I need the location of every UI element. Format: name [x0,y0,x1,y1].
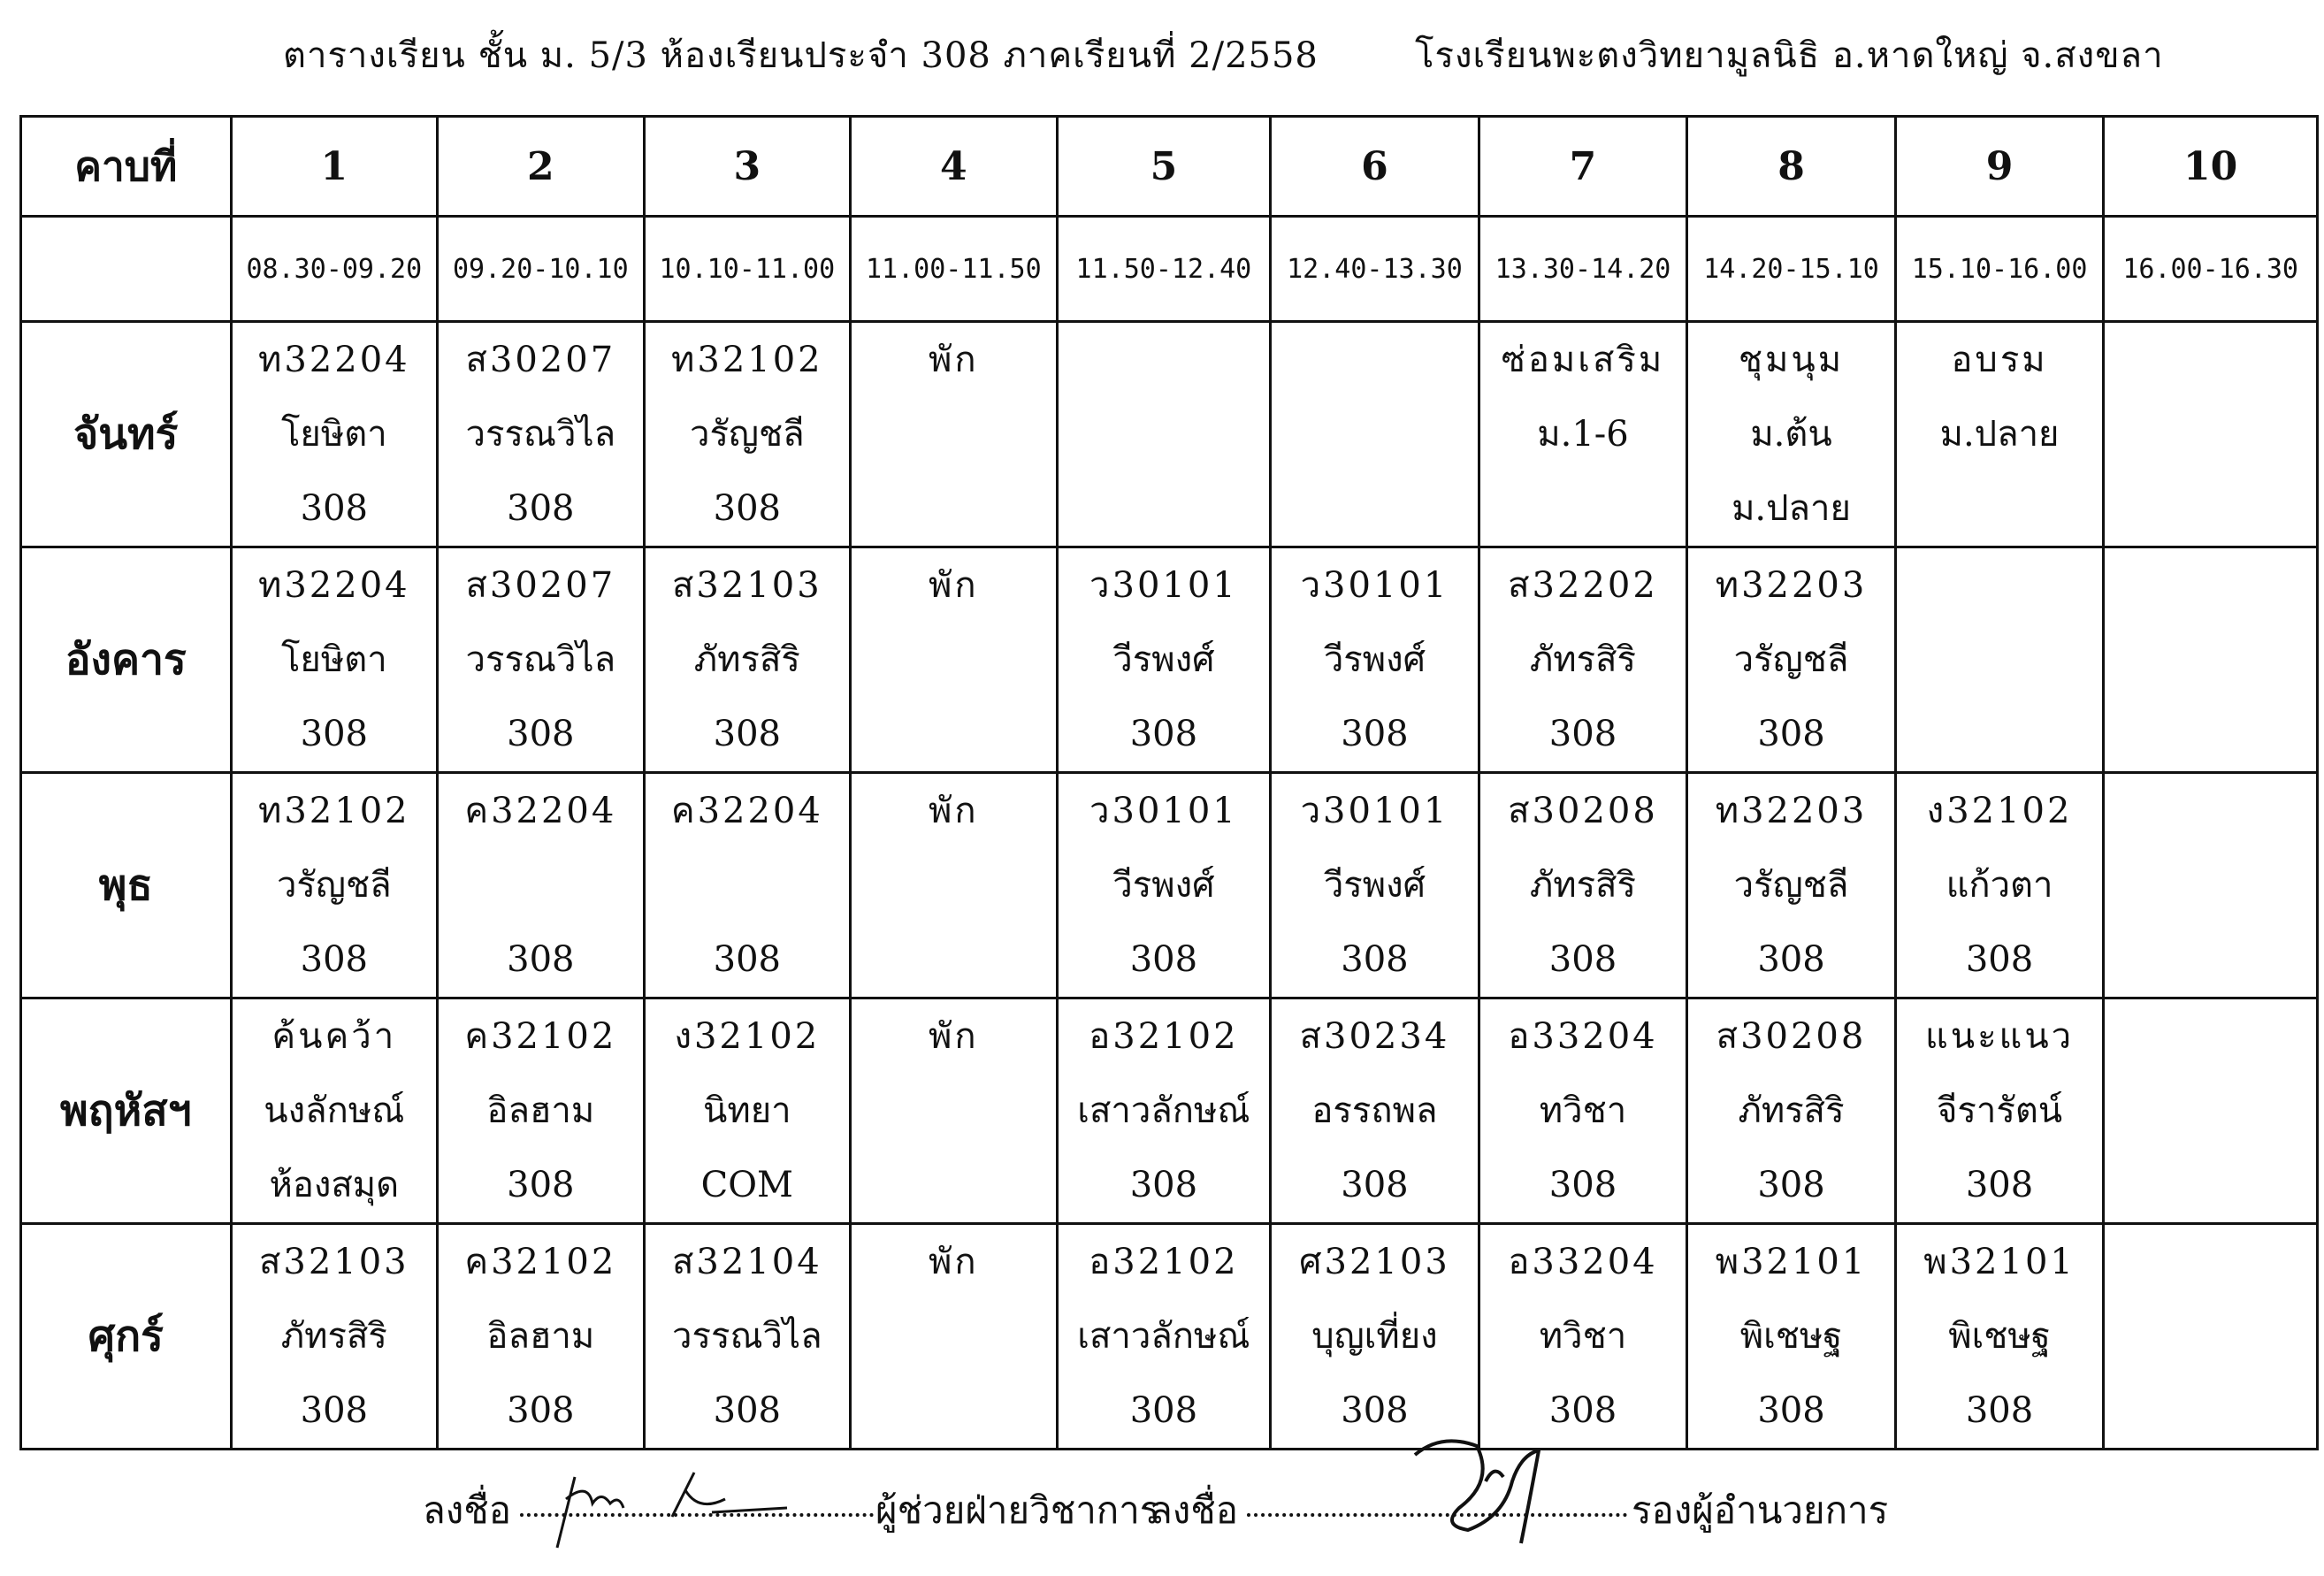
schedule-cell [1895,998,2104,1224]
subject-code: ส32103 [672,565,822,606]
subject-code: อ33204 [1508,1242,1658,1282]
teacher-name [852,623,1056,697]
teacher-name: วรรณวิไล [465,639,616,680]
time-row [21,217,2318,322]
schedule-cell [1057,998,1271,1224]
room-number: 308 [1965,1390,2034,1431]
subject-code [2105,774,2316,848]
subject-code [2105,548,2316,623]
teacher-name [1059,397,1270,471]
subject-code: อ32102 [1089,1242,1239,1282]
subject-code: ส30207 [465,340,616,380]
schedule-cell [231,322,438,547]
room-number [852,1148,1056,1222]
schedule-cell [1271,1224,1479,1450]
teacher-name [852,1074,1056,1148]
subject-code: แนะแนว [1924,1016,2075,1057]
teacher-name: ภัทรสิริ [1529,639,1637,680]
period-time: 14.20-15.10 [1687,217,1896,322]
period-number: 3 [644,117,851,217]
schedule-cell [1271,547,1479,773]
room-number [1272,471,1478,546]
period-time: 13.30-14.20 [1479,217,1687,322]
time-blank-cell [21,217,232,322]
corner-label: คาบที่ [21,117,232,217]
room-number: 308 [300,714,368,754]
room-number: 308 [713,1390,782,1431]
subject-code [1272,323,1478,397]
period-time: 12.40-13.30 [1271,217,1479,322]
page-header [0,27,2324,88]
room-number: 308 [300,1390,368,1431]
teacher-name: ม.ต้น [1750,414,1832,455]
room-number [2105,697,2316,771]
schedule-cell [1479,322,1687,547]
schedule-cell [851,547,1058,773]
room-number: 308 [1129,1390,1198,1431]
signature-mark-2 [1406,1428,1583,1561]
room-number: 308 [713,714,782,754]
subject-code: พัก [929,1242,979,1282]
room-number: ม.ปลาย [1732,488,1851,529]
room-number: 308 [1548,1165,1617,1205]
period-number: 5 [1057,117,1271,217]
subject-code: ท32204 [257,565,410,606]
schedule-cell [1687,1224,1896,1450]
period-number: 7 [1479,117,1687,217]
period-time: 08.30-09.20 [231,217,438,322]
subject-code: ส30208 [1508,791,1658,831]
subject-code [2105,323,2316,397]
sign-label-1: ลงชื่อ [423,1488,511,1532]
room-number: ห้องสมุด [269,1165,400,1205]
room-number: 308 [300,488,368,529]
period-number: 10 [2104,117,2318,217]
schedule-cell [1271,998,1479,1224]
schedule-cell [1895,773,2104,998]
schedule-cell [438,547,645,773]
room-number [2105,471,2316,546]
day-row [21,322,2318,547]
subject-code: พ32101 [1715,1242,1868,1282]
schedule-cell [1057,1224,1271,1450]
period-time: 11.00-11.50 [851,217,1058,322]
teacher-name: วรัญชลี [276,865,392,906]
subject-code: ค32204 [670,791,823,831]
schedule-cell [1479,773,1687,998]
schedule-cell [851,322,1058,547]
schedule-cell [438,998,645,1224]
room-number: 308 [507,714,575,754]
subject-code: ว30101 [1300,791,1449,831]
schedule-cell [231,547,438,773]
teacher-name: ทวิชา [1539,1090,1627,1131]
signature-footer [0,1464,2324,1552]
subject-code: ท32203 [1715,791,1868,831]
period-header-row [21,117,2318,217]
room-number: 308 [1341,714,1409,754]
room-number: 308 [713,488,782,529]
room-number: 308 [1341,939,1409,980]
teacher-name: อิลฮาม [486,1316,595,1357]
room-number: 308 [1129,939,1198,980]
teacher-name: วีรพงศ์ [1323,639,1426,680]
period-time: 11.50-12.40 [1057,217,1271,322]
subject-code: ส30207 [465,565,616,606]
room-number [852,1373,1056,1448]
day-label: จันทร์ [21,322,232,547]
schedule-cell [1687,322,1896,547]
subject-code: ค32102 [464,1016,617,1057]
room-number [2105,1148,2316,1222]
room-number: COM [700,1165,794,1205]
subject-code: ง32102 [674,1016,821,1057]
teacher-name: วรัญชลี [1733,865,1849,906]
teacher-name [2105,397,2316,471]
teacher-name [1897,623,2103,697]
room-number: 308 [1757,1165,1825,1205]
sign-label-2: ลงชื่อ [1150,1488,1238,1532]
role-label-1: ผู้ช่วยฝ่ายวิชาการ [875,1488,1160,1532]
schedule-cell [1479,998,1687,1224]
day-label: อังคาร [21,547,232,773]
teacher-name: โยษิตา [280,639,387,680]
teacher-name [852,848,1056,922]
room-number [852,471,1056,546]
teacher-name [646,848,850,922]
room-number: 308 [1548,939,1617,980]
subject-code: ว30101 [1089,565,1238,606]
teacher-name: พิเชษฐ [1739,1316,1843,1357]
subject-code: ส32103 [258,1242,409,1282]
room-number: 308 [1341,1165,1409,1205]
teacher-name: วีรพงศ์ [1112,639,1215,680]
teacher-name: วีรพงศ์ [1323,865,1426,906]
schedule-cell [2104,1224,2318,1450]
period-number: 1 [231,117,438,217]
subject-code: อ33204 [1508,1016,1658,1057]
teacher-name: ภัทรสิริ [1529,865,1637,906]
teacher-name: วรรณวิไล [672,1316,822,1357]
period-time: 10.10-11.00 [644,217,851,322]
day-row [21,547,2318,773]
subject-code: ว30101 [1300,565,1449,606]
subject-code: ค32204 [464,791,617,831]
schedule-cell [644,322,851,547]
teacher-name: วีรพงศ์ [1112,865,1215,906]
schedule-cell [1271,322,1479,547]
teacher-name: ภัทรสิริ [693,639,800,680]
timetable [19,115,2319,1450]
schedule-cell [2104,998,2318,1224]
teacher-name: ม.1-6 [1537,414,1629,455]
schedule-cell [438,1224,645,1450]
room-number: 308 [1548,1390,1617,1431]
room-number: 308 [1129,1165,1198,1205]
subject-code: ซ่อมเสริม [1501,340,1665,380]
teacher-name [2105,623,2316,697]
schedule-cell [1057,322,1271,547]
school-name: โรงเรียนพะตงวิทยามูลนิธิ อ.หาดใหญ่ จ.สงขลา [1415,35,2164,76]
schedule-cell [2104,547,2318,773]
room-number [2105,922,2316,997]
period-time: 09.20-10.10 [438,217,645,322]
schedule-cell [231,1224,438,1450]
schedule-cell [644,998,851,1224]
day-row [21,998,2318,1224]
teacher-name: นิทยา [703,1090,791,1131]
schedule-cell [2104,773,2318,998]
room-number: 308 [1129,714,1198,754]
subject-code: ส30208 [1716,1016,1867,1057]
subject-code: ส32202 [1508,565,1658,606]
period-number: 2 [438,117,645,217]
room-number: 308 [300,939,368,980]
teacher-name: วรัญชลี [689,414,805,455]
period-time: 16.00-16.30 [2104,217,2318,322]
room-number [2105,1373,2316,1448]
day-row [21,1224,2318,1450]
teacher-name [852,397,1056,471]
teacher-name: วรรณวิไล [465,414,616,455]
teacher-name: อิลฮาม [486,1090,595,1131]
subject-code [1059,323,1270,397]
teacher-name [439,848,643,922]
subject-code: อ32102 [1089,1016,1239,1057]
period-time: 15.10-16.00 [1895,217,2104,322]
subject-code: ท32204 [257,340,410,380]
schedule-cell [851,773,1058,998]
room-number: 308 [1965,1165,2034,1205]
schedule-cell [2104,322,2318,547]
teacher-name: ม.ปลาย [1939,414,2060,455]
teacher-name: บุญเที่ยง [1311,1316,1438,1357]
room-number [852,922,1056,997]
room-number: 308 [1757,1390,1825,1431]
subject-code: ว30101 [1089,791,1238,831]
schedule-cell [1479,1224,1687,1450]
subject-code: ท32102 [257,791,410,831]
subject-code: พัก [929,565,979,606]
teacher-name: แก้วตา [1946,865,2053,906]
schedule-cell [1895,547,2104,773]
schedule-cell [231,998,438,1224]
schedule-cell [1687,998,1896,1224]
schedule-cell [851,998,1058,1224]
room-number: 308 [1757,939,1825,980]
subject-code: ค้นคว้า [271,1016,397,1057]
subject-code: อบรม [1951,340,2048,380]
schedule-cell [644,773,851,998]
schedule-cell [644,1224,851,1450]
room-number: 308 [507,939,575,980]
subject-code [1897,548,2103,623]
signature-mark-1 [539,1464,805,1552]
period-number: 6 [1271,117,1479,217]
subject-code [2105,1225,2316,1299]
teacher-name: ทวิชา [1539,1316,1627,1357]
schedule-cell [438,322,645,547]
subject-code: ส32104 [672,1242,822,1282]
subject-code: ชุมนุม [1738,340,1845,380]
teacher-name: พิเชษฐ [1948,1316,2051,1357]
day-label: พฤหัสฯ [21,998,232,1224]
room-number [1897,697,2103,771]
schedule-cell [1271,773,1479,998]
room-number: 308 [713,939,782,980]
schedule-cell [1895,322,2104,547]
teacher-name: วรัญชลี [1733,639,1849,680]
schedule-cell [1687,773,1896,998]
teacher-name: เสาวลักษณ์ [1077,1316,1250,1357]
period-number: 8 [1687,117,1896,217]
subject-code [2105,999,2316,1074]
schedule-cell [438,773,645,998]
subject-code: ง32102 [1926,791,2073,831]
subject-code: พ32101 [1923,1242,2076,1282]
day-label: พุธ [21,773,232,998]
room-number [852,697,1056,771]
timetable-title: ตารางเรียน ชั้น ม. 5/3 ห้องเรียนประจำ 308 ภาคเรียนที่ 2/2558 [283,35,1319,76]
subject-code: พัก [929,1016,979,1057]
subject-code: พัก [929,340,979,380]
schedule-cell [231,773,438,998]
schedule-cell [1057,773,1271,998]
schedule-cell [851,1224,1058,1450]
room-number: 308 [1548,714,1617,754]
teacher-name [2105,1074,2316,1148]
room-number: 308 [1341,1390,1409,1431]
teacher-name: นงลักษณ์ [264,1090,405,1131]
period-number: 9 [1895,117,2104,217]
day-row [21,773,2318,998]
teacher-name [852,1299,1056,1373]
teacher-name: จีรารัตน์ [1936,1090,2063,1131]
room-number [1480,471,1686,546]
period-number: 4 [851,117,1058,217]
schedule-cell [1057,547,1271,773]
subject-code: ค32102 [464,1242,617,1282]
room-number: 308 [507,488,575,529]
schedule-cell [1687,547,1896,773]
subject-code: พัก [929,791,979,831]
role-label-2: รองผู้อำนวยการ [1632,1488,1889,1532]
room-number: 308 [507,1390,575,1431]
teacher-name: ภัทรสิริ [1738,1090,1845,1131]
teacher-name: โยษิตา [280,414,387,455]
room-number [1897,471,2103,546]
subject-code: ศ32103 [1299,1242,1450,1282]
room-number [1059,471,1270,546]
subject-code: ท32203 [1715,565,1868,606]
day-label: ศุกร์ [21,1224,232,1450]
subject-code: ท32102 [671,340,823,380]
room-number: 308 [1965,939,2034,980]
schedule-cell [644,547,851,773]
teacher-name: เสาวลักษณ์ [1077,1090,1250,1131]
schedule-cell [1479,547,1687,773]
room-number: 308 [1757,714,1825,754]
teacher-name: อรรถพล [1311,1090,1438,1131]
teacher-name [1272,397,1478,471]
room-number: 308 [507,1165,575,1205]
schedule-cell [1895,1224,2104,1450]
teacher-name [2105,1299,2316,1373]
teacher-name [2105,848,2316,922]
subject-code: ส30234 [1299,1016,1450,1057]
teacher-name: ภัทรสิริ [280,1316,387,1357]
